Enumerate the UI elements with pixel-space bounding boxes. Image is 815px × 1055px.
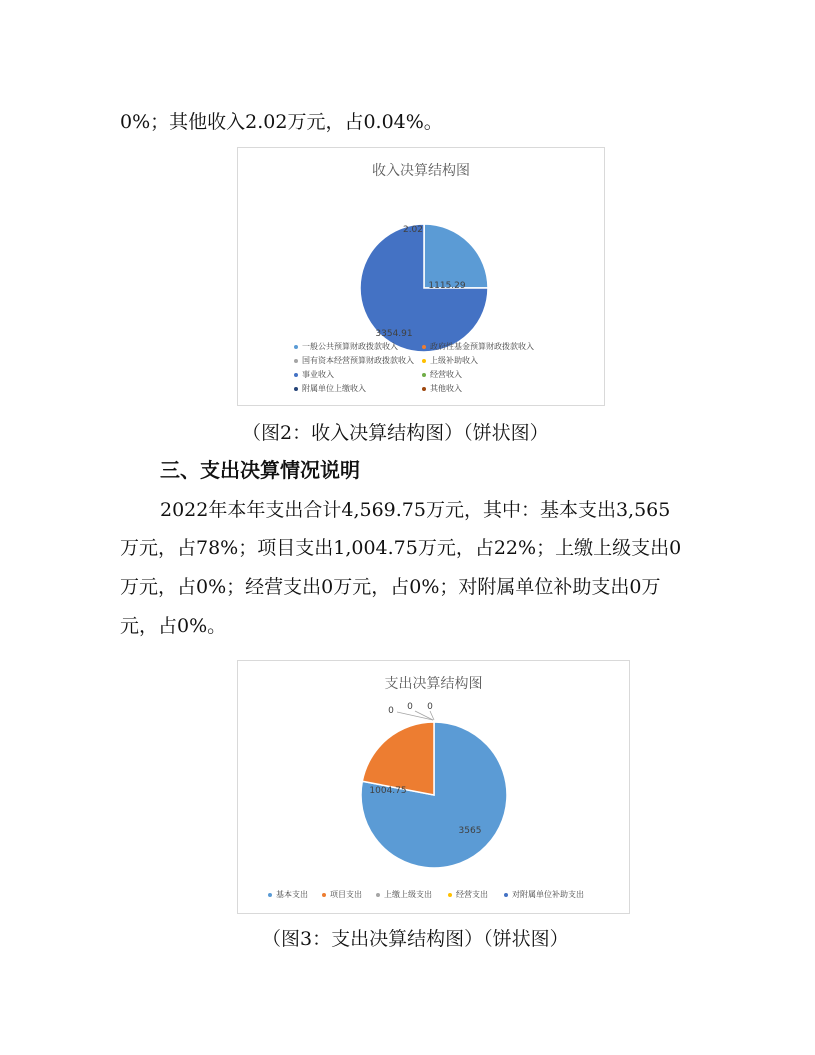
data-label: 0 (388, 706, 394, 716)
income-pie-svg (238, 178, 604, 368)
legend-marker (294, 373, 298, 377)
legend-label: 附属单位上缴收入 (302, 384, 366, 393)
legend-label: 上级补助收入 (430, 356, 478, 365)
legend-marker (294, 359, 298, 363)
legend-item (322, 889, 362, 900)
legend-marker (422, 345, 426, 349)
legend-item (422, 341, 534, 352)
expense-pie-chart (237, 660, 630, 914)
legend-label: 其他收入 (430, 384, 462, 393)
legend-marker (504, 893, 508, 897)
data-label: 3565 (458, 826, 482, 836)
legend-label: 政府性基金预算财政拨款收入 (430, 342, 534, 351)
legend-marker (422, 373, 426, 377)
legend-item (504, 889, 584, 900)
legend-marker (376, 893, 380, 897)
legend-label: 一般公共预算财政拨款收入 (302, 342, 398, 351)
legend-label: 基本支出 (276, 890, 308, 899)
legend-item (294, 383, 366, 394)
data-label: 1115.29 (428, 281, 466, 291)
data-label: 0 (407, 702, 413, 712)
legend-item (294, 355, 414, 366)
figure-caption: （图2：收入决算结构图）（饼状图） (242, 422, 549, 444)
chart-title: 收入决算结构图 (372, 163, 470, 179)
chart-title: 支出决算结构图 (384, 676, 483, 692)
pie-slice (424, 224, 488, 288)
legend-item (422, 383, 462, 394)
legend-label: 国有资本经营预算财政拨款收入 (302, 356, 414, 365)
legend-item (422, 369, 462, 380)
legend-label: 项目支出 (330, 890, 362, 899)
expense-pie-svg (238, 699, 629, 899)
figure-caption: （图3：支出决算结构图）（饼状图） (262, 928, 569, 950)
section-heading: 三、支出决算情况说明 (160, 458, 360, 482)
legend-marker (422, 387, 426, 391)
legend-label: 对附属单位补助支出 (512, 890, 584, 899)
legend-item (268, 889, 308, 900)
legend-marker (268, 893, 272, 897)
paragraph-line: 元，占0%。 (120, 615, 227, 637)
paragraph-line: 万元，占0%；经营支出0万元，占0%；对附属单位补助支出0万 (120, 576, 661, 598)
legend-item (294, 369, 334, 380)
leader-line (397, 712, 433, 720)
legend-marker (448, 893, 452, 897)
data-label: 2.02 (402, 225, 424, 235)
paragraph-line: 2022年本年支出合计4,569.75万元，其中：基本支出3,565 (160, 499, 671, 521)
legend-item (422, 355, 478, 366)
legend-label: 事业收入 (302, 370, 334, 379)
paragraph-line: 万元，占78%；项目支出1,004.75万元，占22%；上缴上级支出0 (120, 537, 682, 559)
legend-item (294, 341, 398, 352)
data-label: 3354.91 (375, 329, 413, 339)
chart-legend (294, 341, 594, 401)
income-pie-chart (237, 147, 605, 406)
legend-item (376, 889, 432, 900)
legend-marker (294, 387, 298, 391)
paragraph-line: 0%；其他收入2.02万元，占0.04%。 (120, 111, 443, 133)
chart-legend (268, 889, 628, 903)
legend-marker (422, 359, 426, 363)
pie-slice (362, 722, 434, 795)
legend-marker (322, 893, 326, 897)
legend-label: 经营支出 (456, 890, 488, 899)
legend-label: 经营收入 (430, 370, 462, 379)
legend-item (448, 889, 488, 900)
legend-label: 上缴上级支出 (384, 890, 432, 899)
data-label: 1004.75 (369, 786, 407, 796)
legend-marker (294, 345, 298, 349)
data-label: 0 (427, 702, 433, 712)
